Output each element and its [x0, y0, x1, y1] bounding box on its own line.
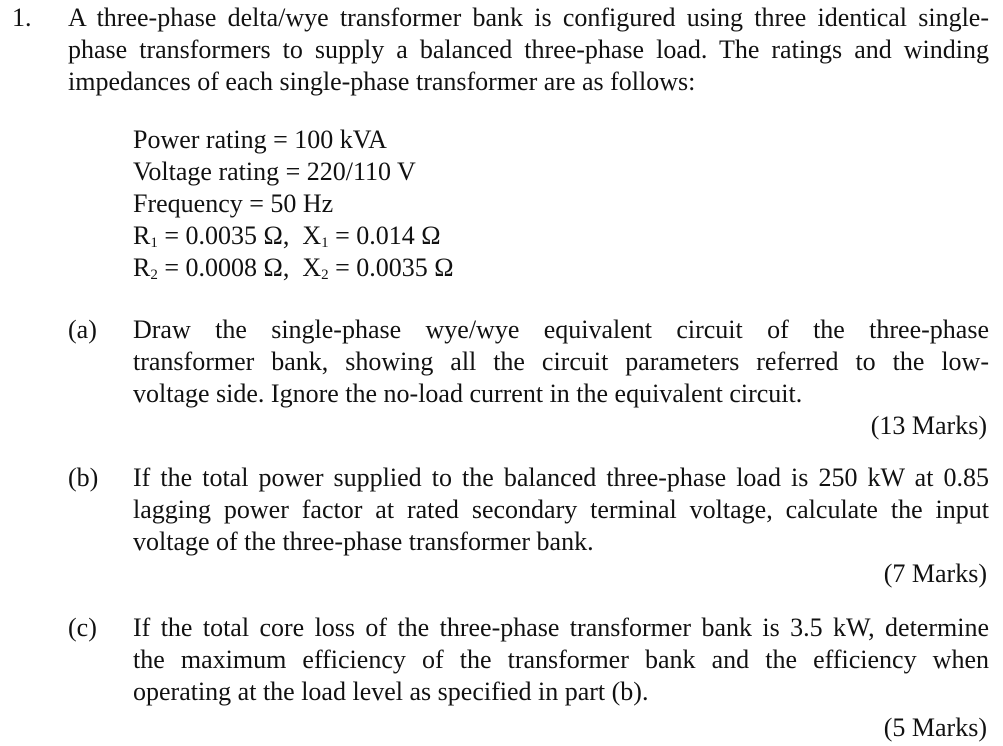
part-a-text	[133, 314, 989, 410]
part-a-line: voltage side. Ignore the no-load current in the equivalent circuit.	[133, 379, 803, 408]
intro-line: impedances of each single-phase transformer are as follows:	[68, 67, 696, 96]
part-c-line: operating at the load level as specified in part (b).	[133, 677, 649, 706]
x2-subscript: 2	[321, 267, 329, 283]
x2-symbol: X	[302, 253, 322, 282]
x1-subscript: 1	[321, 235, 329, 251]
r1-symbol: R	[133, 221, 151, 250]
power-rating: Power rating = 100 kVA	[133, 125, 387, 154]
part-a-line: Draw the single-phase wye/wye equivalent circuit of the three-phase	[133, 315, 989, 344]
frequency-rating: Frequency = 50 Hz	[133, 189, 334, 218]
intro-line: phase transformers to supply a balanced three-phase load. The ratings and winding	[68, 35, 989, 64]
part-a-marks: (13 Marks)	[870, 411, 987, 440]
r2-symbol: R	[133, 253, 151, 282]
part-b-marks: (7 Marks)	[883, 559, 987, 588]
r2-value: = 0.0008 Ω,	[157, 253, 303, 282]
part-b-text	[133, 462, 989, 558]
secondary-impedance	[133, 252, 454, 284]
part-a-label: (a)	[68, 315, 97, 344]
part-a-line: transformer bank, showing all the circuit parameters referred to the low-	[133, 347, 989, 376]
part-b-line: lagging power factor at rated secondary terminal voltage, calculate the input	[133, 495, 989, 524]
part-c-label: (c)	[68, 613, 97, 642]
r2-subscript: 2	[150, 267, 158, 283]
r1-value: = 0.0035 Ω,	[157, 221, 303, 250]
part-b-line: voltage of the three-phase transformer bank.	[133, 527, 594, 556]
part-c-line: If the total core loss of the three-phase transformer bank is 3.5 kW, determine	[133, 613, 989, 642]
x2-value: = 0.0035 Ω	[328, 253, 454, 282]
part-b-line: If the total power supplied to the balanced three-phase load is 250 kW at 0.85	[133, 463, 989, 492]
transformer-ratings	[133, 124, 454, 284]
part-c-line: the maximum efficiency of the transformer bank and the efficiency when	[133, 645, 989, 674]
part-c-text	[133, 612, 989, 708]
part-c-marks: (5 Marks)	[883, 713, 987, 742]
question-number: 1.	[12, 3, 32, 32]
x1-symbol: X	[302, 221, 322, 250]
x1-value: = 0.014 Ω	[328, 221, 441, 250]
primary-impedance	[133, 220, 454, 252]
r1-subscript: 1	[150, 235, 158, 251]
voltage-rating: Voltage rating = 220/110 V	[133, 157, 416, 186]
question-intro	[68, 2, 989, 98]
intro-line: A three-phase delta/wye transformer bank is configured using three identical single-	[68, 3, 989, 32]
part-b-label: (b)	[68, 463, 99, 492]
